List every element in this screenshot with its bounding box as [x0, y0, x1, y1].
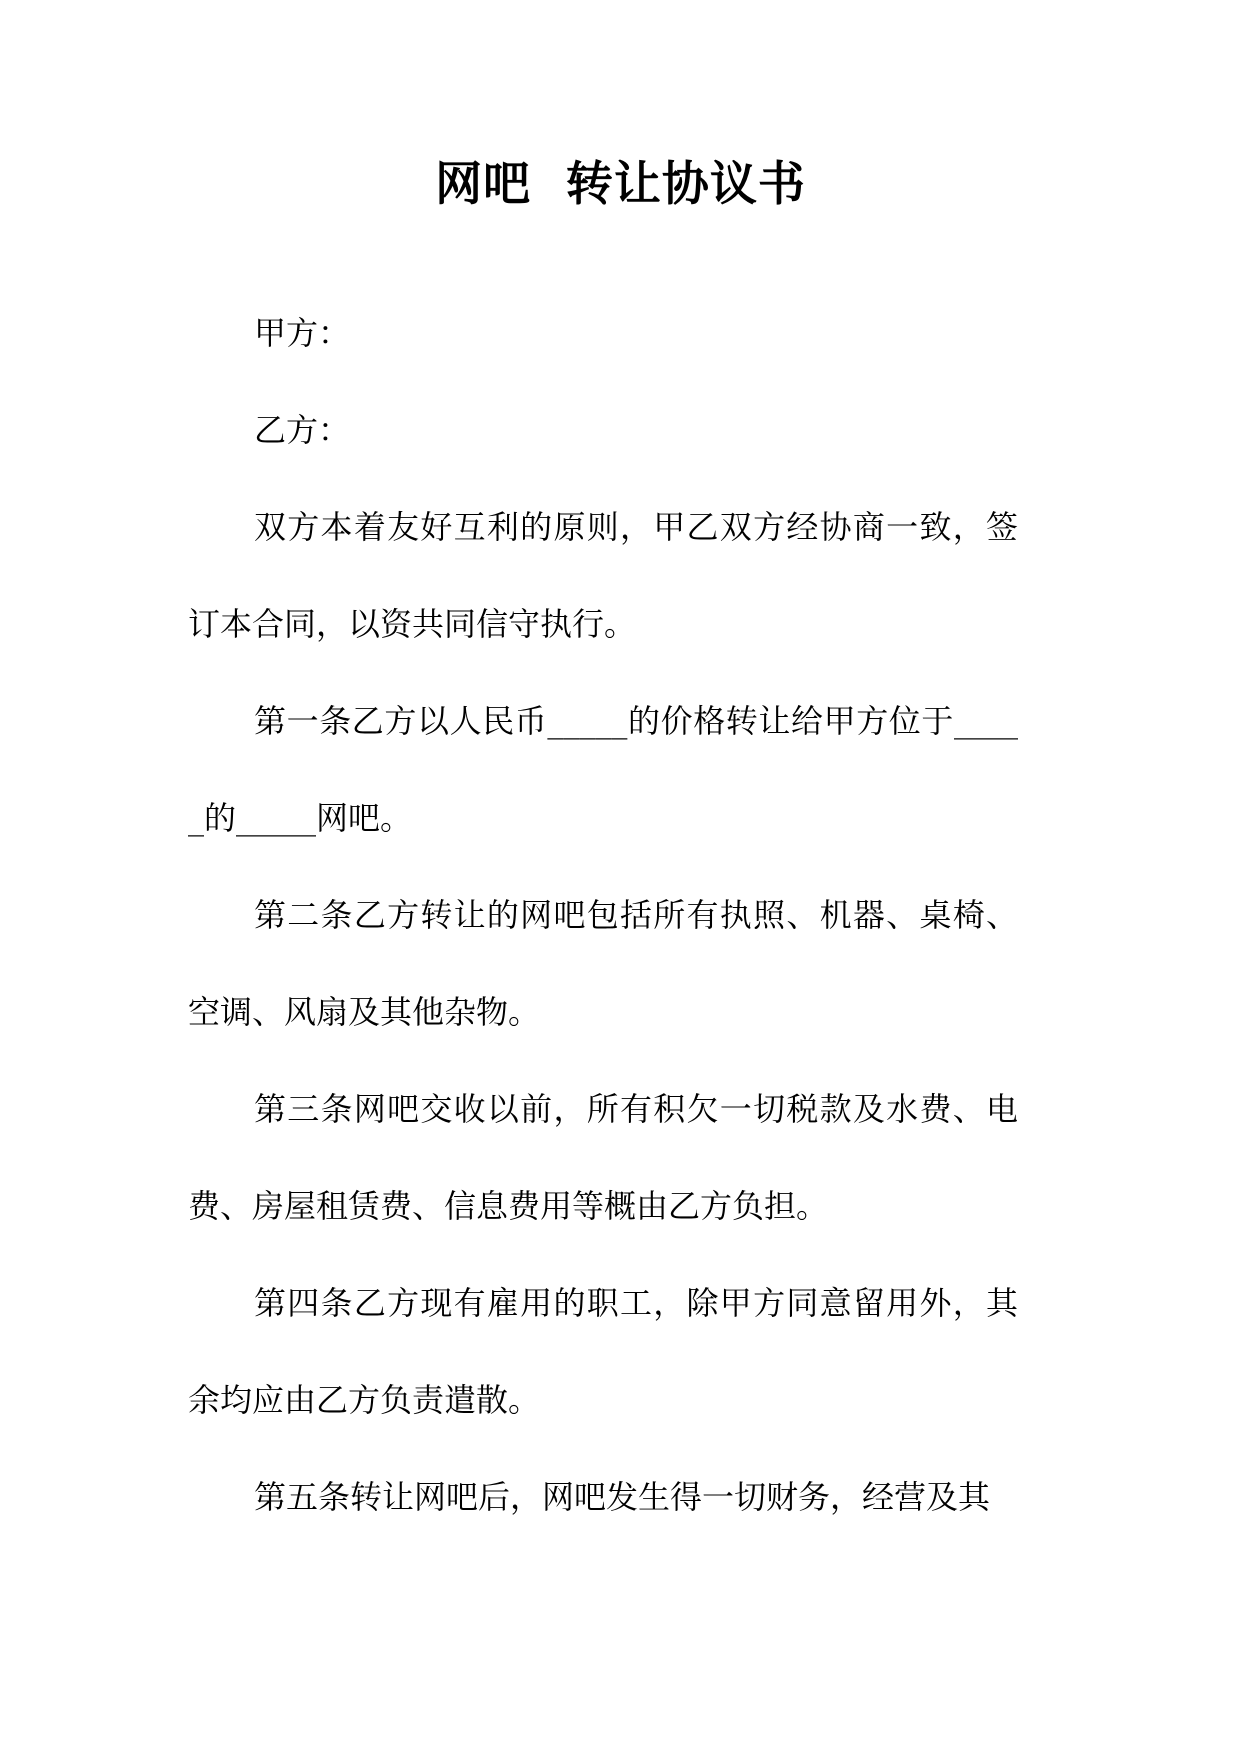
article-2-paragraph: 第二条乙方转让的网吧包括所有执照、机器、桌椅、空调、风扇及其他杂物。 [188, 896, 1018, 1031]
preamble-paragraph: 双方本着友好互利的原则，甲乙双方经协商一致，签订本合同，以资共同信守执行。 [188, 508, 1018, 643]
document-body [188, 285, 1018, 1546]
party-b-line: 乙方： [254, 411, 351, 449]
article-5-paragraph: 第五条转让网吧后，网吧发生得一切财务，经营及其 [254, 1478, 991, 1516]
party-a-line: 甲方： [254, 314, 351, 352]
article-1-paragraph: 第一条乙方以人民币_____的价格转让给甲方位于_____的_____网吧。 [188, 702, 1018, 837]
article-4-paragraph: 第四条乙方现有雇用的职工，除甲方同意留用外，其余均应由乙方负责遣散。 [188, 1284, 1018, 1419]
article-3-paragraph: 第三条网吧交收以前，所有积欠一切税款及水费、电费、房屋租赁费、信息费用等概由乙方负担。 [188, 1090, 1018, 1225]
document-title: 网吧 转让协议书 [435, 157, 806, 212]
